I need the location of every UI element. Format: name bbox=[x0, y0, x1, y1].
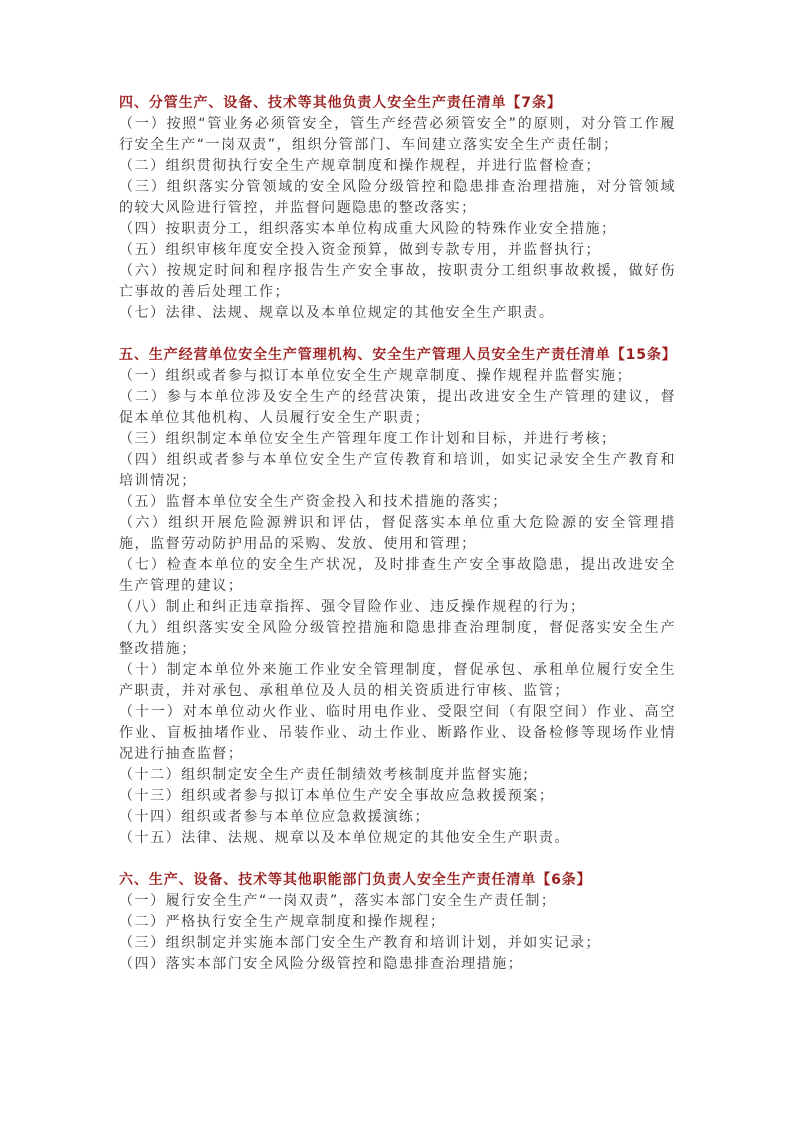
list-item: （一）按照“管业务必须管安全，管生产经营必须管安全”的原则，对分管工作履行安全生产“一岗双责”，组织分管部门、车间建立落实安全生产责任制； bbox=[119, 116, 676, 153]
list-item: （五）组织审核年度安全投入资金预算，做到专款专用，并监督执行； bbox=[119, 242, 602, 258]
list-item: （十一）对本单位动火作业、临时用电作业、受限空间（有限空间）作业、高空作业、盲板抽堵作业、吊装作业、动土作业、断路作业、设备检修等现场作业情况进行抽查监督； bbox=[119, 704, 676, 762]
section-heading: 六、生产、设备、技术等其他职能部门负责人安全生产责任清单【6条】 bbox=[119, 872, 592, 888]
list-item: （四）组织或者参与本单位安全生产宣传教育和培训，如实记录安全生产教育和培训情况； bbox=[119, 452, 676, 489]
list-item: （七）检查本单位的安全生产状况，及时排查生产安全事故隐患，提出改进安全生产管理的建议； bbox=[119, 557, 676, 594]
list-item: （一）组织或者参与拟订本单位安全生产规章制度、操作规程并监督实施； bbox=[119, 368, 633, 384]
list-item: （六）按规定时间和程序报告生产安全事故，按职责分工组织事故救援，做好伤亡事故的善后处理工作； bbox=[119, 263, 676, 300]
list-item: （二）严格执行安全生产规章制度和操作规程； bbox=[119, 914, 446, 930]
list-item: （十二）组织制定安全生产责任制绩效考核制度并监督实施; bbox=[119, 767, 530, 783]
section bbox=[119, 870, 676, 975]
list-item: （十四）组织或者参与本单位应急救援演练； bbox=[119, 809, 430, 825]
list-item: （六）组织开展危险源辨识和评估，督促落实本单位重大危险源的安全管理措施，监督劳动防护用品的采购、发放、使用和管理； bbox=[119, 515, 676, 552]
list-item: （九）组织落实安全风险分级管控措施和隐患排查治理制度，督促落实安全生产整改措施； bbox=[119, 620, 676, 657]
list-item: （三）组织制定本单位安全生产管理年度工作计划和目标，并进行考核； bbox=[119, 431, 617, 447]
list-item: （三）组织落实分管领域的安全风险分级管控和隐患排查治理措施，对分管领域的较大风险进行管控，并监督问题隐患的整改落实； bbox=[119, 179, 676, 216]
list-item: （三）组织制定并实施本部门安全生产教育和培训计划，并如实记录； bbox=[119, 935, 602, 951]
list-item: （十）制定本单位外来施工作业安全管理制度，督促承包、承租单位履行安全生产职责，并对承包、承租单位及人员的相关资质进行审核、监管； bbox=[119, 662, 676, 699]
list-item: （十五）法律、法规、规章以及本单位规定的其他安全生产职责。 bbox=[119, 830, 570, 846]
section-heading: 四、分管生产、设备、技术等其他负责人安全生产责任清单【7条】 bbox=[119, 95, 562, 111]
section bbox=[119, 93, 676, 324]
section bbox=[119, 345, 676, 849]
list-item: （五）监督本单位安全生产资金投入和技术措施的落实； bbox=[119, 494, 508, 510]
section-heading: 五、生产经营单位安全生产管理机构、安全生产管理人员安全生产责任清单【15条】 bbox=[119, 347, 677, 363]
list-item: （四）按职责分工，组织落实本单位构成重大风险的特殊作业安全措施； bbox=[119, 221, 617, 237]
document-page bbox=[119, 93, 676, 996]
list-item: （八）制止和纠正违章指挥、强令冒险作业、违反操作规程的行为； bbox=[119, 599, 586, 615]
list-item: （七）法律、法规、规章以及本单位规定的其他安全生产职责。 bbox=[119, 305, 555, 321]
list-item: （十三）组织或者参与拟订本单位生产安全事故应急救援预案； bbox=[119, 788, 555, 804]
list-item: （一）履行安全生产“一岗双责”，落实本部门安全生产责任制； bbox=[119, 893, 557, 909]
list-item: （二）组织贯彻执行安全生产规章制度和操作规程，并进行监督检查； bbox=[119, 158, 602, 174]
list-item: （四）落实本部门安全风险分级管控和隐患排查治理措施； bbox=[119, 956, 524, 972]
list-item: （二）参与本单位涉及安全生产的经营决策，提出改进安全生产管理的建议，督促本单位其他机构、人员履行安全生产职责； bbox=[119, 389, 676, 426]
